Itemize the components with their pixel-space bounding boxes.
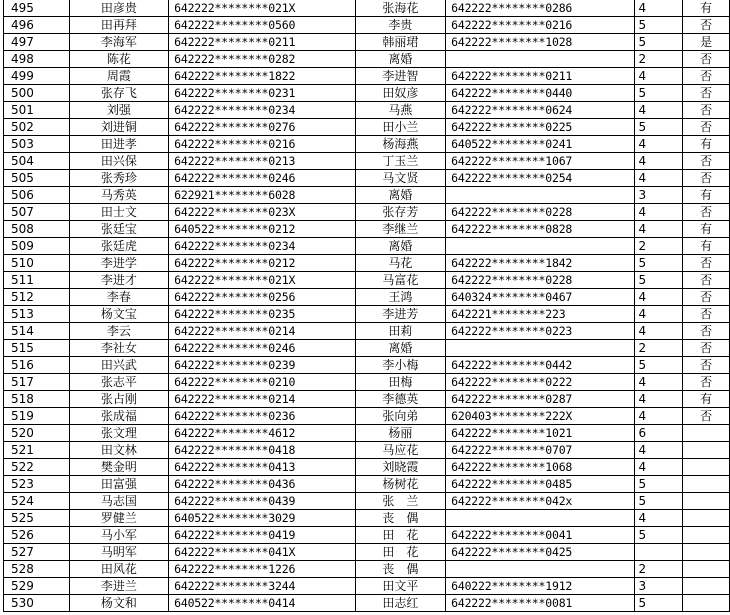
table-row bbox=[4, 85, 730, 102]
table-row bbox=[4, 119, 730, 136]
spouse-id-number-cell: 642222********0041 bbox=[446, 527, 634, 544]
status-flag-cell: 否 bbox=[683, 340, 730, 357]
head-name-cell: 马小军 bbox=[69, 527, 168, 544]
spouse-id-number-cell: 642222********0485 bbox=[446, 476, 634, 493]
row-number-cell: 513 bbox=[4, 306, 70, 323]
head-name-cell: 张文理 bbox=[69, 425, 168, 442]
head-id-number-cell: 642222********0234 bbox=[169, 102, 355, 119]
spouse-name-cell: 丁玉兰 bbox=[355, 153, 446, 170]
status-flag-cell bbox=[683, 493, 730, 510]
head-id-number-cell: 642222********0419 bbox=[169, 527, 355, 544]
head-name-cell: 陈花 bbox=[69, 51, 168, 68]
row-number-cell: 499 bbox=[4, 68, 70, 85]
head-id-number-cell: 642222********0210 bbox=[169, 374, 355, 391]
spouse-id-number-cell: 642222********0222 bbox=[446, 374, 634, 391]
head-id-number-cell: 622921********6028 bbox=[169, 187, 355, 204]
status-flag-cell: 否 bbox=[683, 323, 730, 340]
status-flag-cell: 否 bbox=[683, 306, 730, 323]
spouse-name-cell: 李进智 bbox=[355, 68, 446, 85]
status-flag-cell: 否 bbox=[683, 68, 730, 85]
spouse-name-cell: 田梅 bbox=[355, 374, 446, 391]
table-row bbox=[4, 51, 730, 68]
spouse-id-number-cell: 642222********1021 bbox=[446, 425, 634, 442]
spouse-name-cell: 田莉 bbox=[355, 323, 446, 340]
member-count-cell: 4 bbox=[634, 459, 683, 476]
table-row bbox=[4, 340, 730, 357]
table-row bbox=[4, 561, 730, 578]
head-name-cell: 张存飞 bbox=[69, 85, 168, 102]
head-name-cell: 田文林 bbox=[69, 442, 168, 459]
table-row bbox=[4, 289, 730, 306]
row-number-cell: 519 bbox=[4, 408, 70, 425]
status-flag-cell: 有 bbox=[683, 187, 730, 204]
row-number-cell: 528 bbox=[4, 561, 70, 578]
member-count-cell: 4 bbox=[634, 204, 683, 221]
head-id-number-cell: 642222********0214 bbox=[169, 391, 355, 408]
member-count-cell: 5 bbox=[634, 34, 683, 51]
spouse-name-cell: 李德英 bbox=[355, 391, 446, 408]
member-count-cell: 4 bbox=[634, 102, 683, 119]
head-name-cell: 马志国 bbox=[69, 493, 168, 510]
head-id-number-cell: 642222********0560 bbox=[169, 17, 355, 34]
member-count-cell: 3 bbox=[634, 187, 683, 204]
head-name-cell: 李进兰 bbox=[69, 578, 168, 595]
head-id-number-cell: 642222********0256 bbox=[169, 289, 355, 306]
spouse-name-cell: 马文贤 bbox=[355, 170, 446, 187]
status-flag-cell: 有 bbox=[683, 221, 730, 238]
head-id-number-cell: 642222********021X bbox=[169, 272, 355, 289]
head-name-cell: 田再拜 bbox=[69, 17, 168, 34]
status-flag-cell: 否 bbox=[683, 102, 730, 119]
member-count-cell bbox=[634, 544, 683, 561]
head-id-number-cell: 642222********0212 bbox=[169, 255, 355, 272]
head-id-number-cell: 642222********041X bbox=[169, 544, 355, 561]
spouse-id-number-cell bbox=[446, 238, 634, 255]
row-number-cell: 530 bbox=[4, 595, 70, 612]
table-row bbox=[4, 510, 730, 527]
head-name-cell: 杨文和 bbox=[69, 595, 168, 612]
table-row bbox=[4, 68, 730, 85]
status-flag-cell: 否 bbox=[683, 51, 730, 68]
member-count-cell: 5 bbox=[634, 119, 683, 136]
status-flag-cell: 否 bbox=[683, 408, 730, 425]
head-name-cell: 张廷虎 bbox=[69, 238, 168, 255]
row-number-cell: 529 bbox=[4, 578, 70, 595]
spouse-id-number-cell bbox=[446, 510, 634, 527]
row-number-cell: 515 bbox=[4, 340, 70, 357]
spouse-id-number-cell bbox=[446, 187, 634, 204]
member-count-cell: 4 bbox=[634, 153, 683, 170]
member-count-cell: 5 bbox=[634, 476, 683, 493]
row-number-cell: 504 bbox=[4, 153, 70, 170]
head-id-number-cell: 642222********0235 bbox=[169, 306, 355, 323]
member-count-cell: 4 bbox=[634, 221, 683, 238]
row-number-cell: 525 bbox=[4, 510, 70, 527]
head-name-cell: 张志平 bbox=[69, 374, 168, 391]
spouse-id-number-cell: 642222********0228 bbox=[446, 204, 634, 221]
status-flag-cell bbox=[683, 561, 730, 578]
row-number-cell: 512 bbox=[4, 289, 70, 306]
spouse-id-number-cell: 642222********0425 bbox=[446, 544, 634, 561]
member-count-cell: 4 bbox=[634, 170, 683, 187]
member-count-cell: 5 bbox=[634, 357, 683, 374]
table-row bbox=[4, 272, 730, 289]
spouse-name-cell: 离婚 bbox=[355, 340, 446, 357]
row-number-cell: 523 bbox=[4, 476, 70, 493]
status-flag-cell: 有 bbox=[683, 238, 730, 255]
head-name-cell: 罗健兰 bbox=[69, 510, 168, 527]
spouse-name-cell: 李继兰 bbox=[355, 221, 446, 238]
status-flag-cell: 有 bbox=[683, 0, 730, 17]
head-id-number-cell: 642222********0276 bbox=[169, 119, 355, 136]
spouse-id-number-cell: 642222********0225 bbox=[446, 119, 634, 136]
head-name-cell: 李进才 bbox=[69, 272, 168, 289]
spouse-name-cell: 离婚 bbox=[355, 238, 446, 255]
member-count-cell: 4 bbox=[634, 0, 683, 17]
member-count-cell: 4 bbox=[634, 306, 683, 323]
spouse-name-cell: 马花 bbox=[355, 255, 446, 272]
head-id-number-cell: 642222********1822 bbox=[169, 68, 355, 85]
row-number-cell: 514 bbox=[4, 323, 70, 340]
table-row bbox=[4, 34, 730, 51]
spouse-id-number-cell: 642222********1068 bbox=[446, 459, 634, 476]
head-name-cell: 张廷宝 bbox=[69, 221, 168, 238]
table-row bbox=[4, 595, 730, 612]
head-id-number-cell: 642222********1226 bbox=[169, 561, 355, 578]
spouse-id-number-cell: 642222********0828 bbox=[446, 221, 634, 238]
head-id-number-cell: 642222********0439 bbox=[169, 493, 355, 510]
table-row bbox=[4, 425, 730, 442]
head-name-cell: 李海军 bbox=[69, 34, 168, 51]
spouse-name-cell: 离婚 bbox=[355, 51, 446, 68]
member-count-cell: 5 bbox=[634, 17, 683, 34]
member-count-cell: 2 bbox=[634, 51, 683, 68]
status-flag-cell: 否 bbox=[683, 204, 730, 221]
spouse-id-number-cell: 642222********1028 bbox=[446, 34, 634, 51]
head-name-cell: 田富强 bbox=[69, 476, 168, 493]
head-id-number-cell: 642222********0418 bbox=[169, 442, 355, 459]
spouse-id-number-cell: 642222********0286 bbox=[446, 0, 634, 17]
spouse-name-cell: 刘晓霞 bbox=[355, 459, 446, 476]
head-id-number-cell: 642222********0213 bbox=[169, 153, 355, 170]
head-id-number-cell: 640522********3029 bbox=[169, 510, 355, 527]
head-id-number-cell: 642222********0214 bbox=[169, 323, 355, 340]
spouse-name-cell: 李贵 bbox=[355, 17, 446, 34]
spouse-name-cell: 田奴彦 bbox=[355, 85, 446, 102]
head-name-cell: 刘强 bbox=[69, 102, 168, 119]
spouse-id-number-cell: 620403********222X bbox=[446, 408, 634, 425]
head-name-cell: 樊金明 bbox=[69, 459, 168, 476]
spouse-name-cell: 马应花 bbox=[355, 442, 446, 459]
spouse-name-cell: 杨树花 bbox=[355, 476, 446, 493]
status-flag-cell: 否 bbox=[683, 272, 730, 289]
spouse-name-cell: 李进芳 bbox=[355, 306, 446, 323]
status-flag-cell bbox=[683, 544, 730, 561]
member-count-cell: 4 bbox=[634, 442, 683, 459]
head-name-cell: 田风花 bbox=[69, 561, 168, 578]
row-number-cell: 500 bbox=[4, 85, 70, 102]
head-id-number-cell: 642222********0413 bbox=[169, 459, 355, 476]
table-row bbox=[4, 170, 730, 187]
head-id-number-cell: 642222********021X bbox=[169, 0, 355, 17]
spouse-name-cell: 张海花 bbox=[355, 0, 446, 17]
spouse-id-number-cell: 640324********0467 bbox=[446, 289, 634, 306]
status-flag-cell bbox=[683, 476, 730, 493]
spouse-name-cell: 张 兰 bbox=[355, 493, 446, 510]
row-number-cell: 510 bbox=[4, 255, 70, 272]
head-name-cell: 李云 bbox=[69, 323, 168, 340]
head-name-cell: 杨文宝 bbox=[69, 306, 168, 323]
spouse-name-cell: 王鸿 bbox=[355, 289, 446, 306]
table-row bbox=[4, 544, 730, 561]
table-row bbox=[4, 0, 730, 17]
head-name-cell: 田彦贵 bbox=[69, 0, 168, 17]
status-flag-cell bbox=[683, 595, 730, 612]
head-name-cell: 田兴保 bbox=[69, 153, 168, 170]
table-row bbox=[4, 136, 730, 153]
row-number-cell: 521 bbox=[4, 442, 70, 459]
spouse-id-number-cell: 642222********0442 bbox=[446, 357, 634, 374]
member-count-cell: 4 bbox=[634, 136, 683, 153]
table-row bbox=[4, 476, 730, 493]
status-flag-cell: 否 bbox=[683, 85, 730, 102]
status-flag-cell: 有 bbox=[683, 136, 730, 153]
spouse-id-number-cell: 642222********0211 bbox=[446, 68, 634, 85]
row-number-cell: 516 bbox=[4, 357, 70, 374]
head-name-cell: 张占刚 bbox=[69, 391, 168, 408]
row-number-cell: 506 bbox=[4, 187, 70, 204]
member-count-cell: 2 bbox=[634, 238, 683, 255]
head-id-number-cell: 640522********0414 bbox=[169, 595, 355, 612]
table-row bbox=[4, 187, 730, 204]
row-number-cell: 518 bbox=[4, 391, 70, 408]
status-flag-cell: 否 bbox=[683, 357, 730, 374]
member-count-cell: 3 bbox=[634, 578, 683, 595]
row-number-cell: 509 bbox=[4, 238, 70, 255]
spouse-id-number-cell: 642222********1842 bbox=[446, 255, 634, 272]
spouse-id-number-cell bbox=[446, 51, 634, 68]
table-row bbox=[4, 306, 730, 323]
spouse-id-number-cell: 642222********0228 bbox=[446, 272, 634, 289]
head-id-number-cell: 642222********0246 bbox=[169, 340, 355, 357]
member-count-cell: 2 bbox=[634, 561, 683, 578]
row-number-cell: 507 bbox=[4, 204, 70, 221]
head-id-number-cell: 642222********0211 bbox=[169, 34, 355, 51]
spouse-id-number-cell: 640222********1912 bbox=[446, 578, 634, 595]
head-id-number-cell: 642222********0234 bbox=[169, 238, 355, 255]
head-name-cell: 马秀英 bbox=[69, 187, 168, 204]
spouse-id-number-cell: 642221********223 bbox=[446, 306, 634, 323]
spouse-id-number-cell: 642222********0707 bbox=[446, 442, 634, 459]
table-row bbox=[4, 527, 730, 544]
head-name-cell: 田进孝 bbox=[69, 136, 168, 153]
row-number-cell: 497 bbox=[4, 34, 70, 51]
spouse-name-cell: 丧 偶 bbox=[355, 561, 446, 578]
row-number-cell: 508 bbox=[4, 221, 70, 238]
spouse-id-number-cell: 642222********0287 bbox=[446, 391, 634, 408]
head-id-number-cell: 642222********4612 bbox=[169, 425, 355, 442]
spouse-id-number-cell: 642222********0440 bbox=[446, 85, 634, 102]
head-name-cell: 刘进铜 bbox=[69, 119, 168, 136]
spouse-id-number-cell bbox=[446, 561, 634, 578]
member-count-cell: 5 bbox=[634, 595, 683, 612]
head-name-cell: 田士文 bbox=[69, 204, 168, 221]
head-name-cell: 李进学 bbox=[69, 255, 168, 272]
head-id-number-cell: 642222********0246 bbox=[169, 170, 355, 187]
table-row bbox=[4, 153, 730, 170]
row-number-cell: 502 bbox=[4, 119, 70, 136]
table-row bbox=[4, 578, 730, 595]
head-id-number-cell: 640522********0212 bbox=[169, 221, 355, 238]
head-name-cell: 张秀珍 bbox=[69, 170, 168, 187]
spouse-id-number-cell: 642222********0216 bbox=[446, 17, 634, 34]
member-count-cell: 4 bbox=[634, 289, 683, 306]
row-number-cell: 511 bbox=[4, 272, 70, 289]
head-name-cell: 周霞 bbox=[69, 68, 168, 85]
member-count-cell: 4 bbox=[634, 323, 683, 340]
member-count-cell: 5 bbox=[634, 255, 683, 272]
spouse-name-cell: 丧 偶 bbox=[355, 510, 446, 527]
spouse-id-number-cell: 640522********0241 bbox=[446, 136, 634, 153]
head-name-cell: 马明军 bbox=[69, 544, 168, 561]
spouse-id-number-cell: 642222********042x bbox=[446, 493, 634, 510]
member-count-cell: 4 bbox=[634, 374, 683, 391]
row-number-cell: 498 bbox=[4, 51, 70, 68]
row-number-cell: 517 bbox=[4, 374, 70, 391]
member-count-cell: 2 bbox=[634, 340, 683, 357]
spouse-id-number-cell: 642222********0624 bbox=[446, 102, 634, 119]
status-flag-cell bbox=[683, 578, 730, 595]
table-row bbox=[4, 255, 730, 272]
status-flag-cell bbox=[683, 442, 730, 459]
status-flag-cell: 否 bbox=[683, 289, 730, 306]
row-number-cell: 520 bbox=[4, 425, 70, 442]
head-id-number-cell: 642222********0436 bbox=[169, 476, 355, 493]
head-id-number-cell: 642222********023X bbox=[169, 204, 355, 221]
member-count-cell: 5 bbox=[634, 272, 683, 289]
spouse-name-cell: 李小梅 bbox=[355, 357, 446, 374]
spouse-name-cell: 田志红 bbox=[355, 595, 446, 612]
spouse-name-cell: 田文平 bbox=[355, 578, 446, 595]
spouse-id-number-cell: 642222********0223 bbox=[446, 323, 634, 340]
household-table bbox=[3, 0, 730, 612]
spouse-id-number-cell: 642222********0081 bbox=[446, 595, 634, 612]
table-row bbox=[4, 204, 730, 221]
head-id-number-cell: 642222********3244 bbox=[169, 578, 355, 595]
spouse-name-cell: 马燕 bbox=[355, 102, 446, 119]
row-number-cell: 524 bbox=[4, 493, 70, 510]
table-row bbox=[4, 374, 730, 391]
row-number-cell: 496 bbox=[4, 17, 70, 34]
member-count-cell: 5 bbox=[634, 85, 683, 102]
table-row bbox=[4, 408, 730, 425]
table-row bbox=[4, 323, 730, 340]
spouse-name-cell: 杨海燕 bbox=[355, 136, 446, 153]
head-id-number-cell: 642222********0236 bbox=[169, 408, 355, 425]
spouse-name-cell: 田 花 bbox=[355, 527, 446, 544]
row-number-cell: 526 bbox=[4, 527, 70, 544]
member-count-cell: 5 bbox=[634, 527, 683, 544]
status-flag-cell: 否 bbox=[683, 255, 730, 272]
status-flag-cell: 否 bbox=[683, 17, 730, 34]
row-number-cell: 522 bbox=[4, 459, 70, 476]
status-flag-cell: 否 bbox=[683, 374, 730, 391]
status-flag-cell: 有 bbox=[683, 391, 730, 408]
head-id-number-cell: 642222********0239 bbox=[169, 357, 355, 374]
head-id-number-cell: 642222********0231 bbox=[169, 85, 355, 102]
table-row bbox=[4, 493, 730, 510]
row-number-cell: 505 bbox=[4, 170, 70, 187]
row-number-cell: 495 bbox=[4, 0, 70, 17]
member-count-cell: 5 bbox=[634, 493, 683, 510]
member-count-cell: 4 bbox=[634, 391, 683, 408]
head-name-cell: 李春 bbox=[69, 289, 168, 306]
spouse-id-number-cell bbox=[446, 340, 634, 357]
row-number-cell: 503 bbox=[4, 136, 70, 153]
table-row bbox=[4, 17, 730, 34]
status-flag-cell: 否 bbox=[683, 153, 730, 170]
head-id-number-cell: 642222********0282 bbox=[169, 51, 355, 68]
spouse-name-cell: 田 花 bbox=[355, 544, 446, 561]
member-count-cell: 4 bbox=[634, 510, 683, 527]
table-row bbox=[4, 459, 730, 476]
spouse-name-cell: 张向弟 bbox=[355, 408, 446, 425]
member-count-cell: 4 bbox=[634, 408, 683, 425]
status-flag-cell bbox=[683, 527, 730, 544]
spouse-name-cell: 韩丽珺 bbox=[355, 34, 446, 51]
status-flag-cell bbox=[683, 510, 730, 527]
member-count-cell: 4 bbox=[634, 68, 683, 85]
status-flag-cell bbox=[683, 425, 730, 442]
row-number-cell: 527 bbox=[4, 544, 70, 561]
table-row bbox=[4, 391, 730, 408]
spouse-name-cell: 张存芳 bbox=[355, 204, 446, 221]
spouse-name-cell: 杨丽 bbox=[355, 425, 446, 442]
head-id-number-cell: 642222********0216 bbox=[169, 136, 355, 153]
row-number-cell: 501 bbox=[4, 102, 70, 119]
table-row bbox=[4, 102, 730, 119]
head-name-cell: 张成福 bbox=[69, 408, 168, 425]
status-flag-cell: 否 bbox=[683, 119, 730, 136]
status-flag-cell bbox=[683, 459, 730, 476]
status-flag-cell: 否 bbox=[683, 170, 730, 187]
table-row bbox=[4, 221, 730, 238]
table-row bbox=[4, 357, 730, 374]
spouse-name-cell: 离婚 bbox=[355, 187, 446, 204]
head-name-cell: 田兴武 bbox=[69, 357, 168, 374]
head-name-cell: 李社女 bbox=[69, 340, 168, 357]
spouse-name-cell: 田小兰 bbox=[355, 119, 446, 136]
spouse-id-number-cell: 642222********0254 bbox=[446, 170, 634, 187]
table-row bbox=[4, 238, 730, 255]
member-count-cell: 6 bbox=[634, 425, 683, 442]
spouse-id-number-cell: 642222********1067 bbox=[446, 153, 634, 170]
table-row bbox=[4, 442, 730, 459]
status-flag-cell: 是 bbox=[683, 34, 730, 51]
spouse-name-cell: 马富花 bbox=[355, 272, 446, 289]
